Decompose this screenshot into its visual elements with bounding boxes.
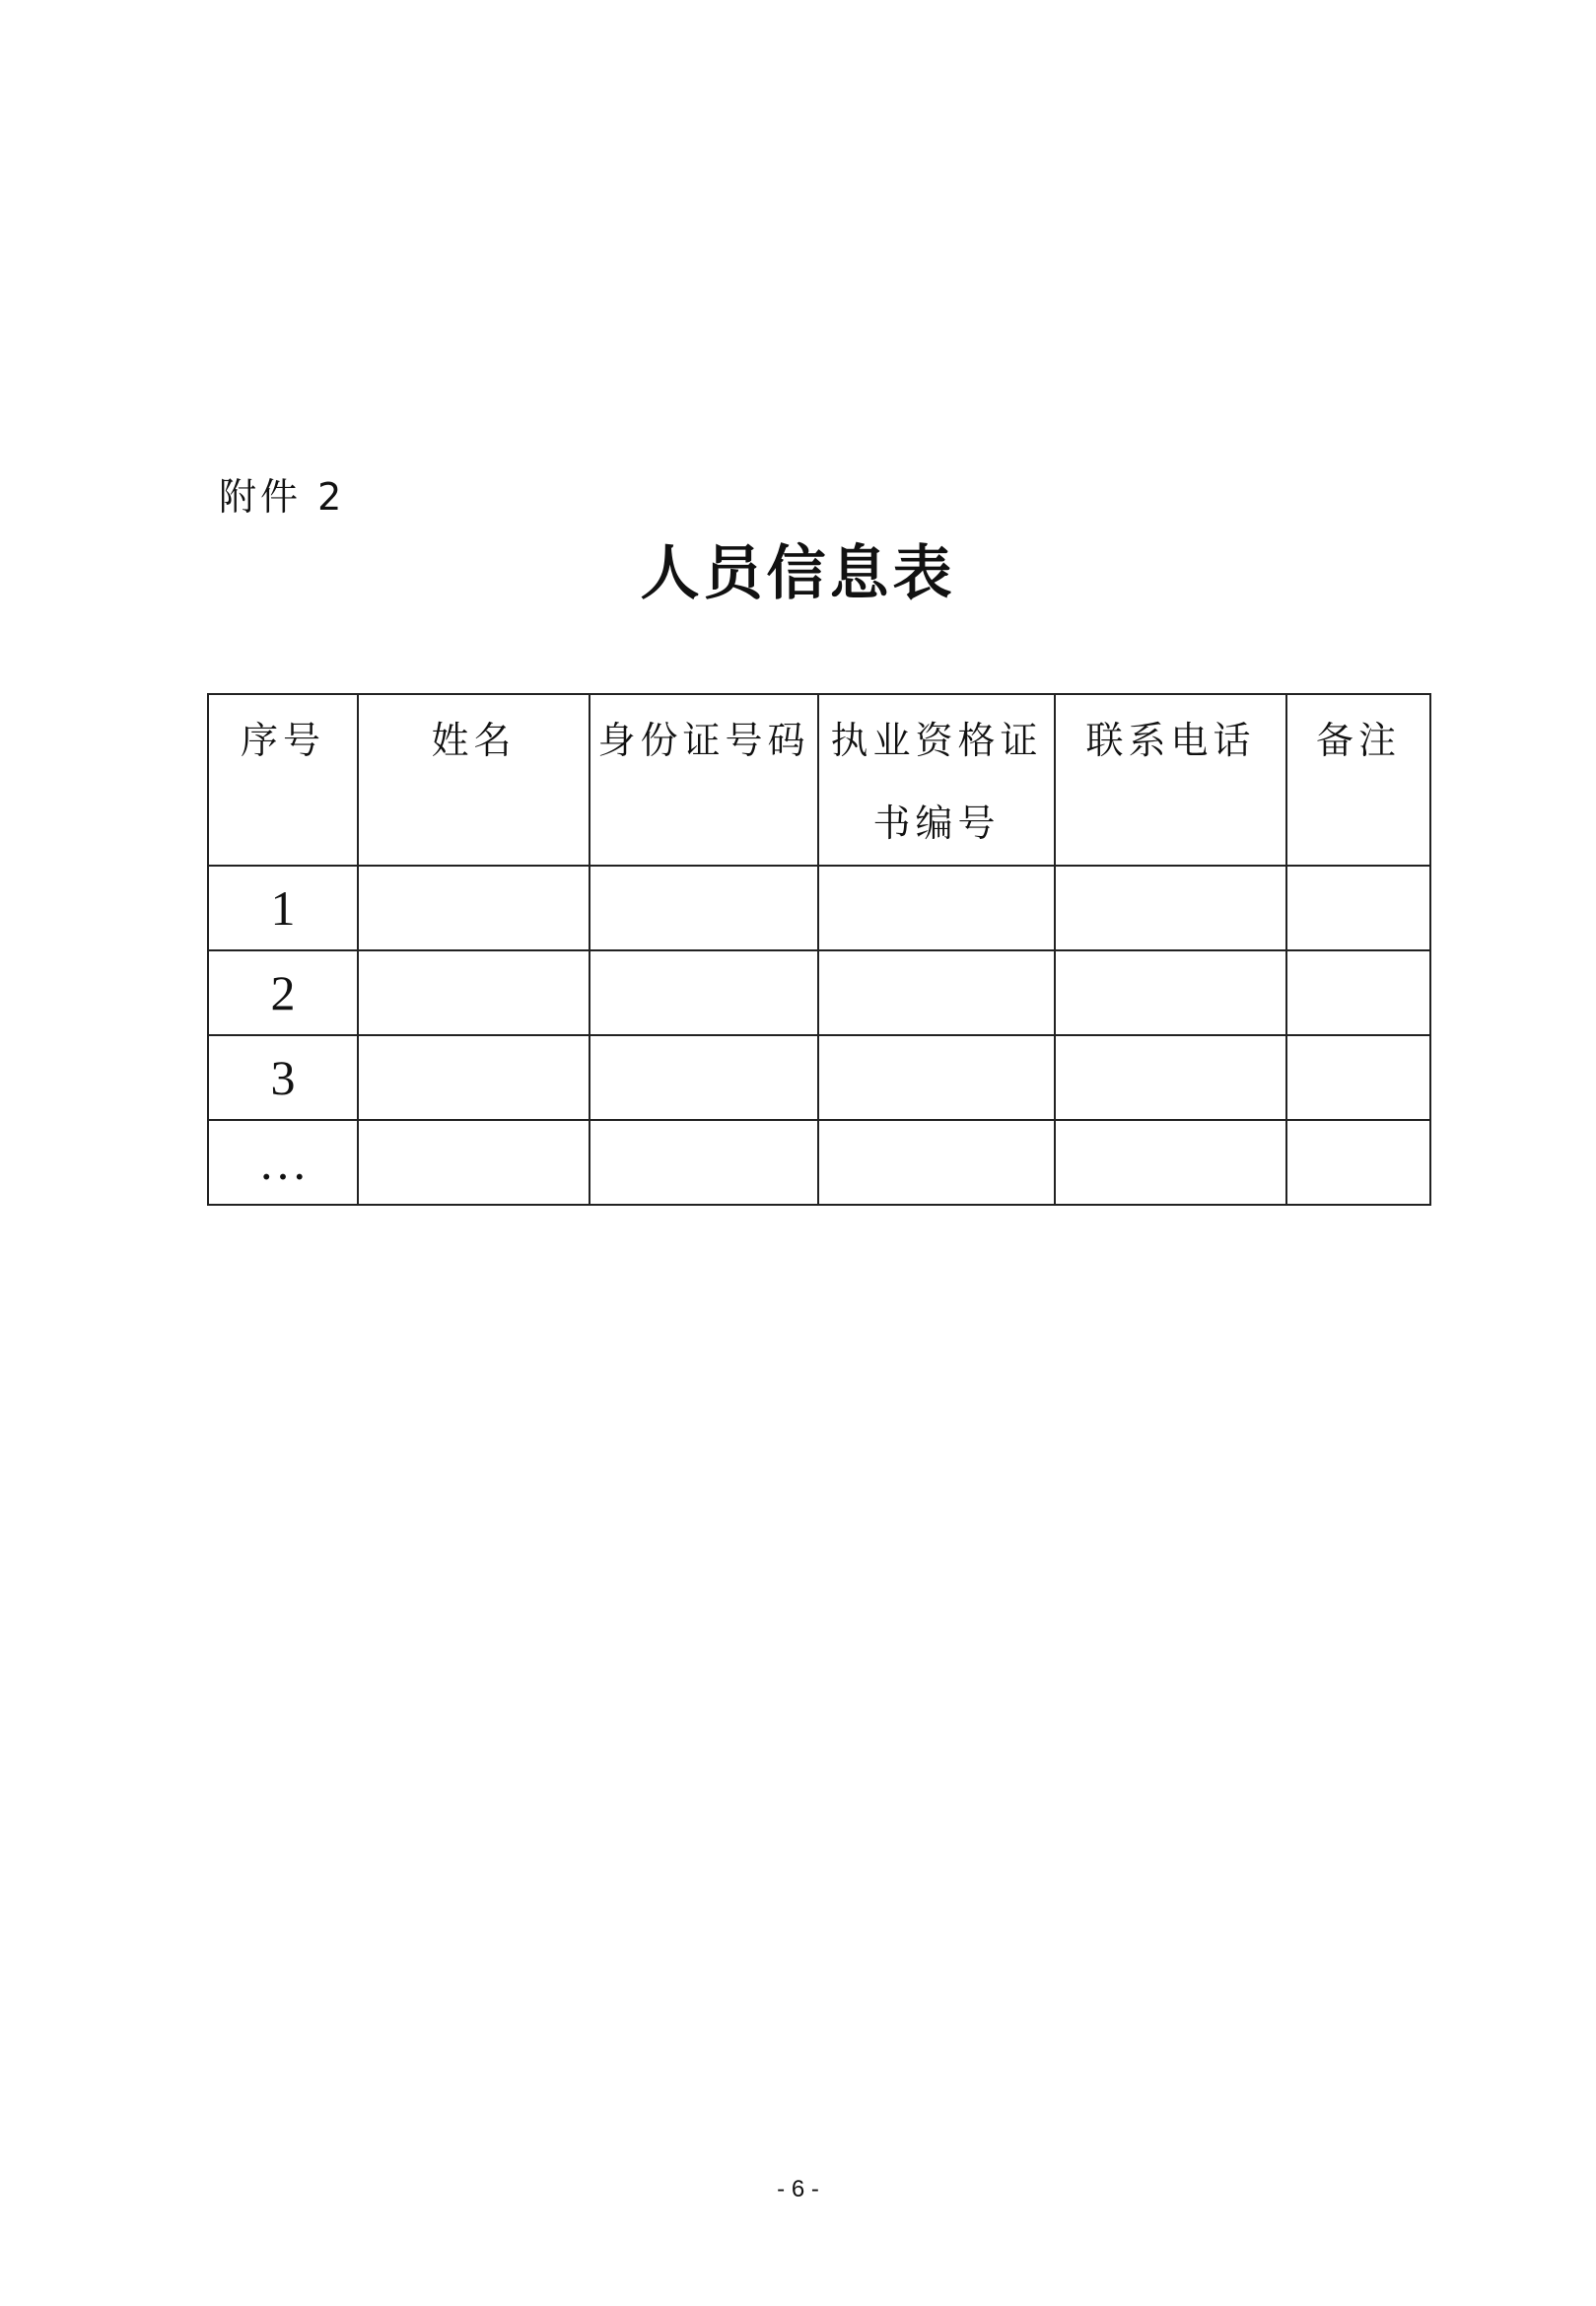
table-cell-index: … — [208, 1120, 358, 1205]
table-cell — [1055, 1035, 1286, 1120]
table-cell — [1286, 950, 1430, 1035]
table-cell — [1055, 866, 1286, 950]
table-cell — [818, 950, 1055, 1035]
page-number: - 6 - — [777, 2176, 819, 2202]
table-cell — [818, 1035, 1055, 1120]
table-cell-index: 1 — [208, 866, 358, 950]
table-cell — [1286, 1120, 1430, 1205]
table-row — [208, 866, 1430, 950]
table-cell — [358, 1120, 590, 1205]
header-cell-certificate-number: 执业资格证书编号 — [818, 694, 1055, 866]
header-cell-index: 序号 — [208, 694, 358, 866]
table-row — [208, 1035, 1430, 1120]
table-row — [208, 1120, 1430, 1205]
table-cell — [1286, 1035, 1430, 1120]
table-cell — [1055, 1120, 1286, 1205]
table-cell — [1055, 950, 1286, 1035]
table-cell — [818, 1120, 1055, 1205]
table-cell — [358, 866, 590, 950]
table-row — [208, 950, 1430, 1035]
header-row — [208, 694, 1430, 866]
table-cell — [590, 866, 818, 950]
table-cell — [590, 1035, 818, 1120]
table-cell — [358, 950, 590, 1035]
table-cell — [358, 1035, 590, 1120]
table-cell — [590, 1120, 818, 1205]
table-cell-index: 3 — [208, 1035, 358, 1120]
personnel-info-table — [207, 693, 1431, 1206]
attachment-label: 附件 2 — [219, 475, 346, 519]
header-cell-name: 姓名 — [358, 694, 590, 866]
header-cell-id-number: 身份证号码 — [590, 694, 818, 866]
header-cell-remarks: 备注 — [1286, 694, 1430, 866]
table-cell — [1286, 866, 1430, 950]
table-body — [208, 866, 1430, 1205]
table-cell-index: 2 — [208, 950, 358, 1035]
table-cell — [818, 866, 1055, 950]
page-title: 人员信息表 — [640, 539, 956, 608]
table-header — [208, 694, 1430, 866]
table-cell — [590, 950, 818, 1035]
header-cell-phone: 联系电话 — [1055, 694, 1286, 866]
